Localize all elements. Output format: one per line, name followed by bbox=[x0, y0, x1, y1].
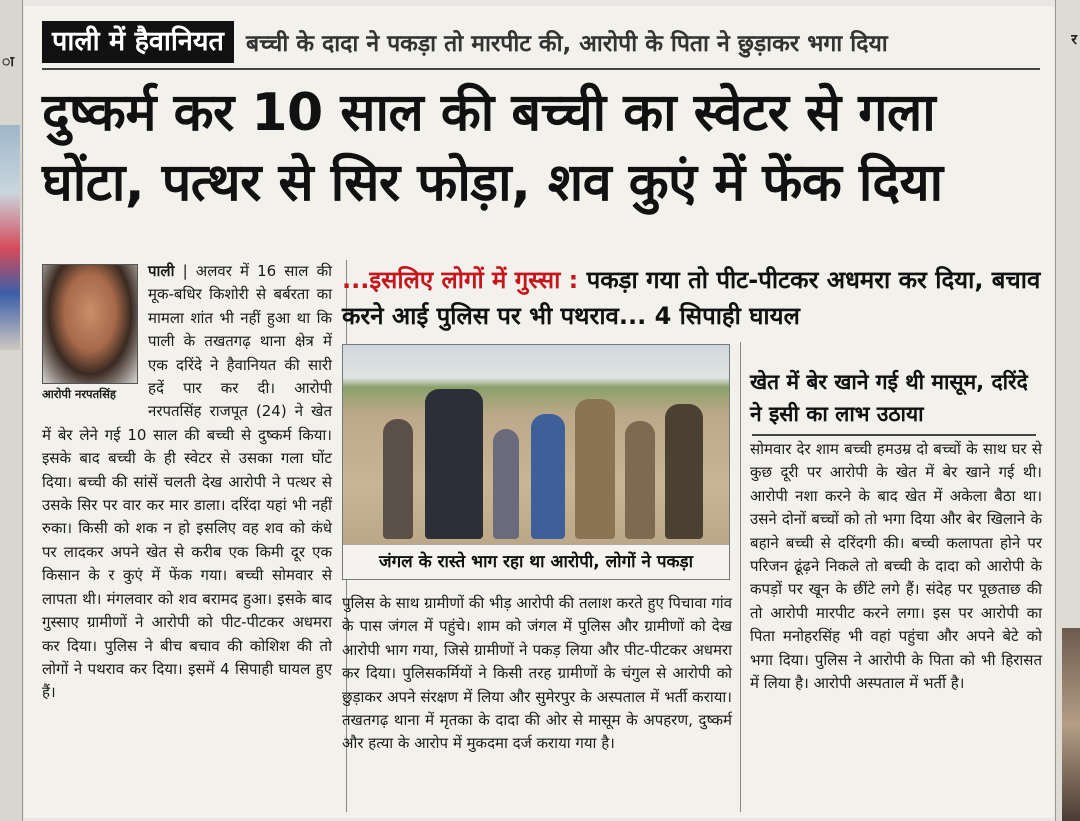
kicker-subline: बच्ची के दादा ने पकड़ा तो मारपीट की, आरोपी के पिता ने छुड़ाकर भगा दिया bbox=[245, 31, 888, 57]
sub-headline-red: ...इसलिए लोगों में गुस्सा : bbox=[342, 266, 579, 294]
middle-column bbox=[342, 592, 732, 756]
accused-photo-caption: आरोपी नरपतसिंह bbox=[42, 387, 116, 401]
newspaper-page bbox=[24, 6, 1054, 818]
sub-headline-rest: पकड़ा गया तो पीट-पीटकर अधमरा कर दिया, बचाव करने आई पुलिस पर भी पथराव... 4 सिपाही घायल bbox=[342, 266, 1041, 330]
photo-figure bbox=[625, 421, 655, 539]
kicker-label: पाली में हैवानियत bbox=[42, 21, 234, 63]
main-headline bbox=[42, 78, 1042, 218]
left-edge-photo bbox=[0, 125, 20, 350]
photo-figure bbox=[425, 389, 483, 539]
photo-figure bbox=[493, 429, 519, 539]
adjacent-page-left-edge bbox=[0, 0, 23, 821]
photo-figure bbox=[531, 414, 565, 539]
column-divider-2 bbox=[740, 342, 741, 812]
dateline: पाली bbox=[148, 262, 175, 280]
sub-headline bbox=[342, 262, 1042, 334]
side-headline-rule bbox=[752, 434, 1036, 436]
accused-photo-box bbox=[42, 264, 140, 410]
main-photo bbox=[342, 344, 730, 580]
right-column bbox=[750, 438, 1042, 695]
top-rule bbox=[42, 68, 1040, 70]
kicker-row bbox=[42, 20, 1042, 64]
accused-photo bbox=[42, 264, 138, 384]
left-column bbox=[42, 260, 332, 705]
adjacent-page-right-edge bbox=[1055, 0, 1080, 821]
right-edge-photo bbox=[1062, 628, 1080, 821]
headline-line-2: घोंटा, पत्थर से सिर फोड़ा, शव कुएं में फेंक दिया bbox=[42, 153, 943, 213]
left-edge-fragment: ा bbox=[2, 54, 14, 70]
side-headline: खेत में बेर खाने गई थी मासूम, दरिंदे ने इसी का लाभ उठाया bbox=[750, 370, 1028, 426]
photo-figure bbox=[575, 399, 615, 539]
photo-figure bbox=[665, 404, 703, 539]
middle-column-text: पुलिस के साथ ग्रामीणों की भीड़ आरोपी की तलाश करते हुए पिचावा गांव के पास जंगल में पहुंचे। शाम को जंगल में पुलिस और ग्रामीणों को देख आरोपी भाग गया, जिसे ग्रामीणों ने पकड़ लिया और पीट-पीटकर अधमरा कर दिया। पुलिसकर्मियों ने किसी तरह ग्रामीणों के चंगुल से आरोपी को छुड़ाकर अपने संरक्षण में लिया और सुमेरपुर के अस्पताल में भर्ती कराया। तखतगढ़ थाना में मृतका के दादा की ओर से मासूम के अपहरण, दुष्कर्म और हत्या के आरोप में मुकदमा दर्ज कराया गया है। bbox=[342, 594, 732, 753]
right-column-text: सोमवार देर शाम बच्ची हमउम्र दो बच्चों के साथ घर से कुछ दूरी पर आरोपी के खेत में बेर खाने गई थी। आरोपी नशा करने के बाद खेत में अकेला बैठा था। उसने दोनों बच्चों को तो भगा दिया और बेर खिलाने के बहाने बच्ची से दरिंदगी की। बच्ची कलापता होने पर परिजन ढूंढ़ने निकले तो बच्ची के दादा को आरोपी के कपड़ों पर खून के छींटे लगे हैं। संदेह पर पूछताछ की तो आरोपी मारपीट करने लगा। इस पर आरोपी का पिता मनोहरसिंह भी वहां पहुंचा और अपने बेटे को भगा दिया। पुलिस ने आरोपी के पिता को भी हिरासत में लिया है। आरोपी अस्पताल में भर्ती है। bbox=[750, 440, 1042, 693]
photo-figure bbox=[383, 419, 413, 539]
headline-line-1: दुष्कर्म कर 10 साल की बच्ची का स्वेटर से गला bbox=[42, 83, 936, 143]
left-column-text: | अलवर में 16 साल की मूक-बधिर किशोरी से बर्बरता का मामला शांत भी नहीं हुआ था कि पाली के तखतगढ़ थाना क्षेत्र में एक दरिंदे ने हैवानियत की सारी हदें पार कर दी। आरोपी नरपतसिंह राजपूत (24) ने खेत में बेर लेने गई 10 साल की बच्ची से दुष्कर्म किया। इसके बाद बच्ची के ही स्वेटर से उसका गला घोंट दिया। बच्ची की सांसें चलती देख आरोपी ने पत्थर से उसके सिर पर वार कर मार डाला। दरिंदा यहां भी नहीं रुका। किसी को शक न हो इसलिए वह शव को कंधे पर लादकर अपने खेत से करीब एक किमी दूर एक किसान के र कुएं में फेंक गया। बच्ची सोमवार से लापता थी। मंगलवार को शव बरामद हुआ। इसके बाद गुस्साए ग्रामीणों ने आरोपी को पीट-पीटकर अधमरा कर दिया। पुलिस ने बीच बचाव की कोशिश की तो लोगों ने पथराव कर दिया। इसमें 4 सिपाही घायल हुए हैं। bbox=[42, 262, 332, 702]
main-photo-caption: जंगल के रास्ते भाग रहा था आरोपी, लोगों ने पकड़ा bbox=[343, 544, 729, 579]
right-edge-fragment: र bbox=[1071, 32, 1077, 48]
